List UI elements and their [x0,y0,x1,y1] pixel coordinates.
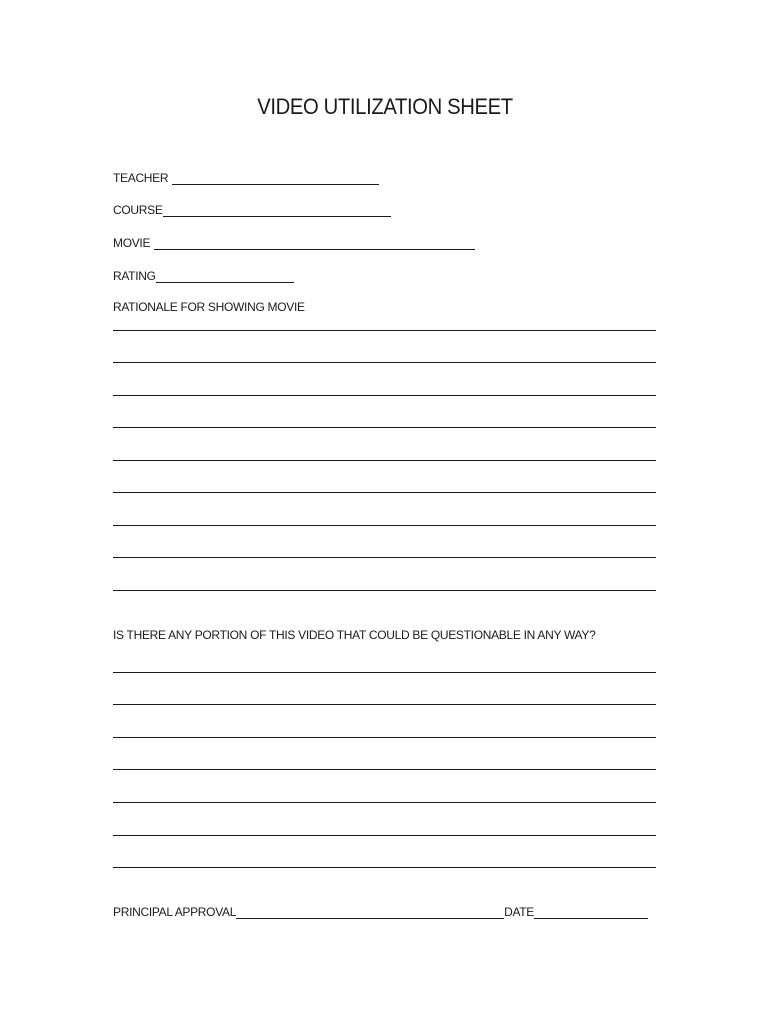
movie-field[interactable] [113,236,475,250]
rationale-line[interactable] [113,427,656,428]
principal-approval-field[interactable] [113,905,648,919]
questionable-line[interactable] [113,704,656,705]
questionable-label: IS THERE ANY PORTION OF THIS VIDEO THAT COULD BE QUESTIONABLE IN ANY WAY? [113,628,596,642]
rationale-label: RATIONALE FOR SHOWING MOVIE [113,300,305,314]
principal-approval-blank[interactable] [236,907,504,919]
questionable-line[interactable] [113,802,656,803]
movie-blank[interactable] [154,238,475,250]
rationale-line[interactable] [113,525,656,526]
rationale-line[interactable] [113,492,656,493]
rating-label: RATING [113,269,156,283]
rationale-line[interactable] [113,330,656,331]
teacher-field[interactable] [113,171,379,185]
rating-blank[interactable] [156,271,294,283]
questionable-line[interactable] [113,672,656,673]
course-label: COURSE [113,203,163,217]
rationale-line[interactable] [113,557,656,558]
rationale-line[interactable] [113,395,656,396]
questionable-line[interactable] [113,835,656,836]
course-blank[interactable] [163,205,391,217]
questionable-line[interactable] [113,769,656,770]
rationale-line[interactable] [113,460,656,461]
date-label: DATE [504,905,535,919]
questionable-line[interactable] [113,737,656,738]
page-title: VIDEO UTILIZATION SHEET [257,94,513,119]
principal-approval-label: PRINCIPAL APPROVAL [113,905,237,919]
course-field[interactable] [113,203,391,217]
teacher-blank[interactable] [172,173,379,185]
questionable-line[interactable] [113,867,656,868]
date-blank[interactable] [534,907,648,919]
teacher-label: TEACHER [113,171,169,185]
movie-label: MOVIE [113,236,151,250]
rationale-line[interactable] [113,362,656,363]
rationale-line[interactable] [113,590,656,591]
rating-field[interactable] [113,269,294,283]
